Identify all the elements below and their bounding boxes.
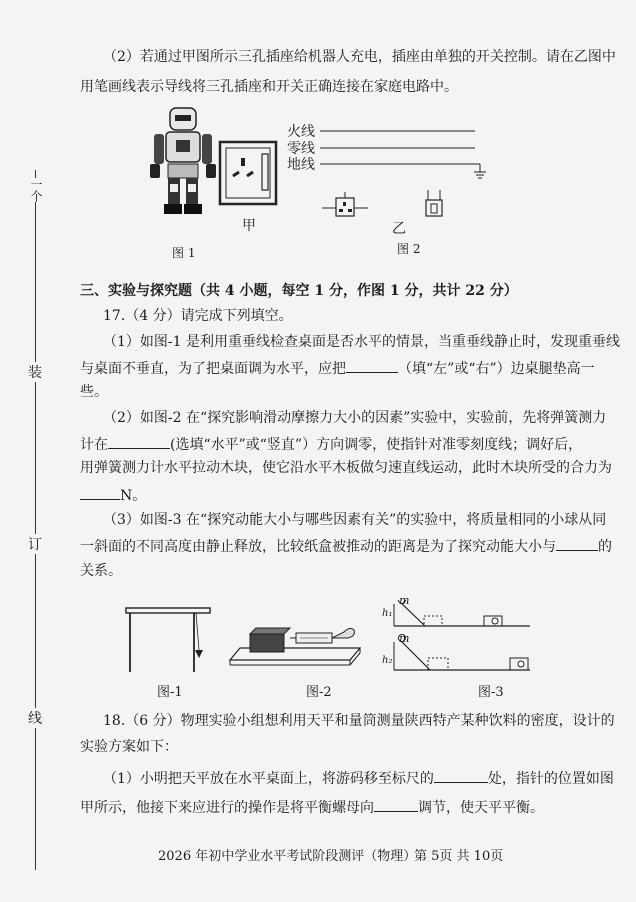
switch-symbol [426, 190, 442, 216]
q17-p3-text-a: 一斜面的不同高度由静止释放，比较纸盒被推动的距离是为了探究动能大小与 [80, 539, 556, 555]
label-h1: h₁ [382, 608, 393, 619]
q17-p2-text-a: 计在 [80, 437, 108, 453]
q17-blank-4[interactable] [556, 536, 598, 551]
kinetic-energy-ramps [394, 600, 530, 670]
q16-p2-line1: （2）若通过甲图所示三孔插座给机器人充电，插座由单独的开关控制。请在乙图中 [103, 49, 616, 65]
q17-intro: 17.（4 分）请完成下列填空。 [103, 308, 293, 324]
q17-p2-text-n: N。 [120, 488, 147, 504]
binding-char-xian: 线 [28, 708, 42, 728]
q17-p3-line1: （3）如图-3 在“探究动能大小与哪些因素有关”的实验中，将质量相同的小球从同 [103, 512, 607, 528]
robot-image [150, 108, 216, 214]
wire-neutral-label: 零线 [287, 141, 315, 157]
q17-p1-text-a: 与桌面不垂直，为了把桌面调为水平，应把 [80, 361, 346, 377]
caption-fig1: 图 1 [172, 246, 196, 260]
q18-intro-line2: 实验方案如下： [80, 739, 178, 755]
q17-p2-line4 [80, 485, 146, 505]
q17-p3-line3: 关系。 [80, 563, 122, 579]
wire-ground-label: 地线 [287, 157, 315, 173]
q17-p1-line2 [80, 358, 595, 378]
footer-exam-name: 2026 年初中学业水平考试阶段测评（物理） [158, 849, 417, 864]
q17-p2-line2 [80, 434, 582, 454]
q17-p3-text-b: 的 [598, 539, 612, 555]
q17-p3-line2 [80, 536, 612, 556]
friction-experiment [230, 628, 360, 665]
label-m-1: m [399, 594, 410, 607]
socket-symbol [322, 192, 368, 216]
label-jia: 甲 [242, 218, 256, 234]
q17-blank-3[interactable] [80, 485, 120, 500]
label-m-2: m [399, 632, 410, 645]
q17-p2-line1: （2）如图-2 在“探究影响滑动摩擦力大小的因素”实验中，实验前，先将弹簧测力 [103, 410, 607, 426]
caption-fig-2: 图-2 [306, 685, 332, 700]
socket-panel [220, 142, 276, 204]
q17-p2-line3: 用弹簧测力计水平拉动木块，使它沿水平木板做匀速直线运动，此时木块所受的合力为 [80, 460, 612, 476]
binding-line [35, 170, 36, 870]
q17-blank-2[interactable] [108, 434, 170, 449]
q18-blank-1[interactable] [434, 768, 488, 783]
q18-p1-text-c: 甲所示，他接下来应进行的操作是将平衡螺母向 [80, 800, 374, 816]
household-wires [320, 131, 486, 178]
caption-fig2: 图 2 [397, 242, 421, 256]
figure-robot-socket-circuit [140, 100, 500, 265]
q18-p1-text-a: （1）小明把天平放在水平桌面上，将游码移至标尺的 [103, 771, 434, 787]
q18-p1-line2 [80, 797, 544, 817]
binding-char-ding: 订 [28, 534, 42, 554]
wire-live-label: 火线 [287, 124, 315, 140]
q18-blank-2[interactable] [374, 797, 418, 812]
figure-experiments [110, 600, 570, 690]
caption-fig-3: 图-3 [478, 685, 504, 700]
q18-intro-line1: 18.（6 分）物理实验小组想利用天平和量筒测量陕西特产某种饮料的密度，设计的 [103, 713, 615, 729]
q18-p1-text-b: 处，指针的位置如图 [487, 771, 614, 787]
label-yi: 乙 [392, 221, 406, 237]
plumb-line-table [126, 608, 210, 672]
section3-heading: 三、实验与探究题（共 4 小题，每空 1 分，作图 1 分，共计 22 分） [80, 283, 518, 299]
caption-fig-1: 图-1 [157, 685, 183, 700]
q17-p1-line1: （1）如图-1 是利用重垂线检查桌面是否水平的情景，当重垂线静止时，发现重垂线 [103, 334, 620, 350]
label-h2: h₂ [382, 655, 393, 666]
q17-p1-text-b: （填“左”或“右”）边桌腿垫高一 [398, 361, 595, 377]
q18-p1-text-d: 调节，使天平平衡。 [418, 800, 544, 816]
q18-p1-line1 [103, 768, 614, 788]
q17-blank-1[interactable] [346, 358, 398, 373]
q17-p2-text-b: (选填“水平”或“竖直”）方向调零，使指针对准零刻度线；调好后， [170, 437, 583, 453]
footer-page-info: 第 5页 共 10页 [414, 849, 504, 864]
binding-char-zhuang: 装 [28, 362, 42, 382]
binding-char-top: 一个 [29, 178, 43, 202]
q17-p1-line3: 些。 [80, 384, 108, 400]
q16-p2-line2: 用笔画线表示导线将三孔插座和开关正确连接在家庭电路中。 [80, 79, 458, 95]
